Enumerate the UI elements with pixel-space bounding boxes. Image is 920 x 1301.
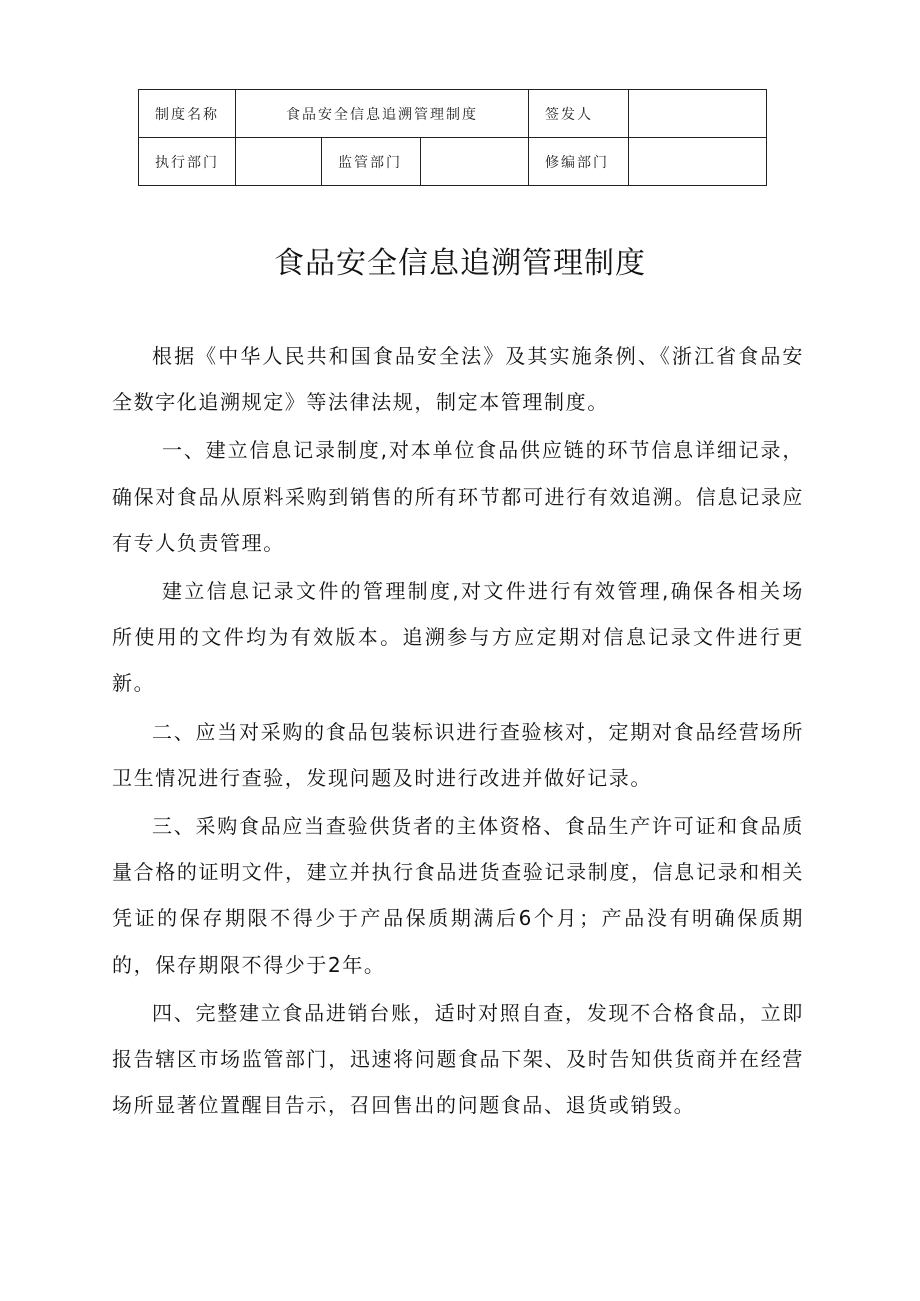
executing-dept-value [236,138,322,186]
editing-dept-value [629,138,767,186]
paragraph-section-1-continued: 建立信息记录文件的管理制度,对文件进行有效管理,确保各相关场所使用的文件均为有效版本。追溯参与方应定期对信息记录文件进行更新。 [112,579,804,696]
paragraph-section-4: 四、完整建立食品进销台账，适时对照自查，发现不合格食品，立即报告辖区市场监管部门，迅速将问题食品下架、及时告知供货商并在经营场所显著位置醒目告示，召回售出的问题食品、退货或销毁。 [112,1000,804,1118]
paragraph-section-1: 一、建立信息记录制度,对本单位食品供应链的环节信息详细记录，确保对食品从原料采购到销售的所有环节都可进行有效追溯。信息记录应有专人负责管理。 [112,438,804,555]
supervising-dept-value [421,138,529,186]
paragraph-section-2: 二、应当对采购的食品包装标识进行查验核对，定期对食品经营场所卫生情况进行查验，发现问题及时进行改进并做好记录。 [112,719,804,790]
paragraph-preamble: 根据《中华人民共和国食品安全法》及其实施条例、《浙江省食品安全数字化追溯规定》等法律法规，制定本管理制度。 [112,344,804,415]
supervising-dept-label: 监管部门 [322,138,421,186]
system-name-value: 食品安全信息追溯管理制度 [236,90,529,138]
header-row-2 [139,138,767,186]
document-header-table [138,89,767,186]
issuer-value [629,90,767,138]
document-title: 食品安全信息追溯管理制度 [274,246,646,281]
header-row-1 [139,90,767,138]
paragraph-section-3: 三、采购食品应当查验供货者的主体资格、食品生产许可证和食品质量合格的证明文件，建立并执行食品进货查验记录制度，信息记录和相关凭证的保存期限不得少于产品保质期满后6个月；产品没有明确保质期的，保存期限不得少于2年。 [112,814,804,977]
document-body [112,333,804,1130]
issuer-label: 签发人 [529,90,629,138]
editing-dept-label: 修编部门 [529,138,629,186]
system-name-label: 制度名称 [139,90,236,138]
executing-dept-label: 执行部门 [139,138,236,186]
